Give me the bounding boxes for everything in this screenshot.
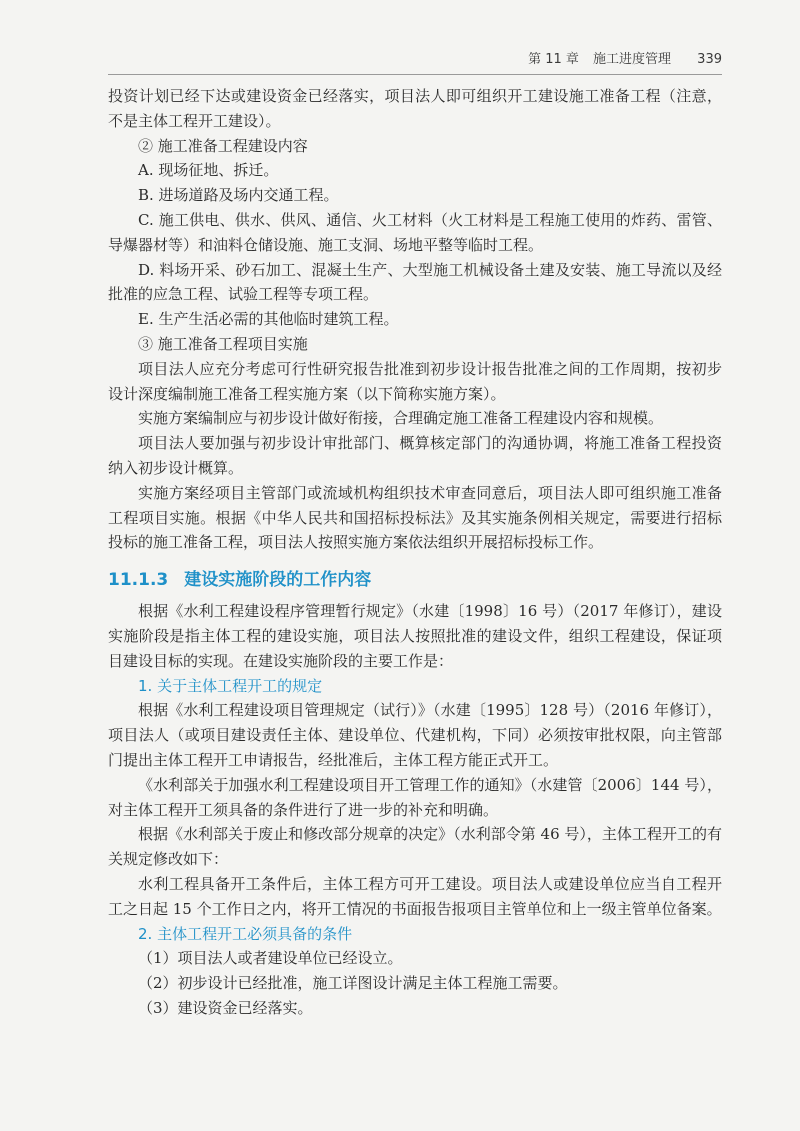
list-item: D. 料场开采、砂石加工、混凝土生产、大型施工机械设备土建及安装、施工导流以及经批准的应急工程、试验工程等专项工程。 bbox=[108, 260, 722, 304]
page-body bbox=[108, 84, 722, 1021]
header-right bbox=[518, 48, 722, 67]
subsection-heading: 2. 主体工程开工必须具备的条件 bbox=[138, 924, 353, 943]
list-item: （3）建设资金已经落实。 bbox=[138, 998, 313, 1017]
paragraph: 项目法人应充分考虑可行性研究报告批准到初步设计报告批准之间的工作周期，按初步设计深度编制施工准备工程实施方案（以下简称实施方案）。 bbox=[108, 359, 722, 403]
list-item: C. 施工供电、供水、供风、通信、火工材料（火工材料是工程施工使用的炸药、雷管、导爆器材等）和油料仓储设施、施工支洞、场地平整等临时工程。 bbox=[108, 210, 722, 254]
section-number: 11.1.3 bbox=[108, 570, 169, 591]
paragraph: 根据《水利工程建设程序管理暂行规定》（水建〔1998〕16 号）（2017 年修订），建设实施阶段是指主体工程的建设实施，项目法人按照批准的建设文件，组织工程建设，保证项目建设目标的实现。在建设实施阶段的主要工作是： bbox=[108, 602, 722, 670]
list-item: B. 进场道路及场内交通工程。 bbox=[138, 186, 339, 205]
chapter-title: 施工进度管理 bbox=[593, 52, 672, 67]
list-item: （2）初步设计已经批准，施工详图设计满足主体工程施工需要。 bbox=[138, 974, 568, 993]
paragraph: 实施方案经项目主管部门或流域机构组织技术审查同意后，项目法人即可组织施工准备工程项目实施。根据《中华人民共和国招标投标法》及其实施条例相关规定，需要进行招标投标的施工准备工程，项目法人按照实施方案依法组织开展招标投标工作。 bbox=[108, 483, 722, 552]
chapter-number: 第 11 章 bbox=[528, 52, 579, 67]
section-title: 建设实施阶段的工作内容 bbox=[184, 570, 372, 591]
list-item: A. 现场征地、拆迁。 bbox=[138, 161, 279, 180]
paragraph: 根据《水利工程建设项目管理规定（试行）》（水建〔1995〕128 号）（2016 年修订），项目法人（或项目建设责任主体、建设单位、代建机构，下同）必须按审批权限，向主管部门提出主体工程开工申请报告，经批准后，主体工程方能正式开工。 bbox=[108, 701, 722, 769]
list-heading: ③ 施工准备工程项目实施 bbox=[138, 334, 308, 353]
page-number: 339 bbox=[697, 52, 722, 67]
paragraph: 投资计划已经下达或建设资金已经落实，项目法人即可组织开工建设施工准备工程（注意，不是主体工程开工建设）。 bbox=[108, 87, 722, 130]
paragraph: 实施方案编制应与初步设计做好衔接，合理确定施工准备工程建设内容和规模。 bbox=[138, 409, 664, 428]
paragraph: 项目法人要加强与初步设计审批部门、概算核定部门的沟通协调，将施工准备工程投资纳入初步设计概算。 bbox=[108, 434, 722, 477]
paragraph: 《水利部关于加强水利工程建设项目开工管理工作的通知》（水建管〔2006〕144 号），对主体工程开工须具备的条件进行了进一步的补充和明确。 bbox=[108, 775, 722, 819]
paragraph: 根据《水利部关于废止和修改部分规章的决定》（水利部令第 46 号），主体工程开工的有关规定修改如下： bbox=[108, 825, 722, 869]
list-item: E. 生产生活必需的其他临时建筑工程。 bbox=[138, 310, 399, 329]
list-item: （1）项目法人或者建设单位已经设立。 bbox=[138, 949, 403, 968]
subsection-heading: 1. 关于主体工程开工的规定 bbox=[138, 676, 323, 695]
list-heading: ② 施工准备工程建设内容 bbox=[138, 136, 308, 155]
paragraph: 水利工程具备开工条件后，主体工程方可开工建设。项目法人或建设单位应当自工程开工之日起 15 个工作日之内，将开工情况的书面报告报项目主管单位和上一级主管单位备案。 bbox=[108, 874, 722, 918]
running-header bbox=[108, 46, 722, 75]
section-heading bbox=[108, 568, 722, 592]
